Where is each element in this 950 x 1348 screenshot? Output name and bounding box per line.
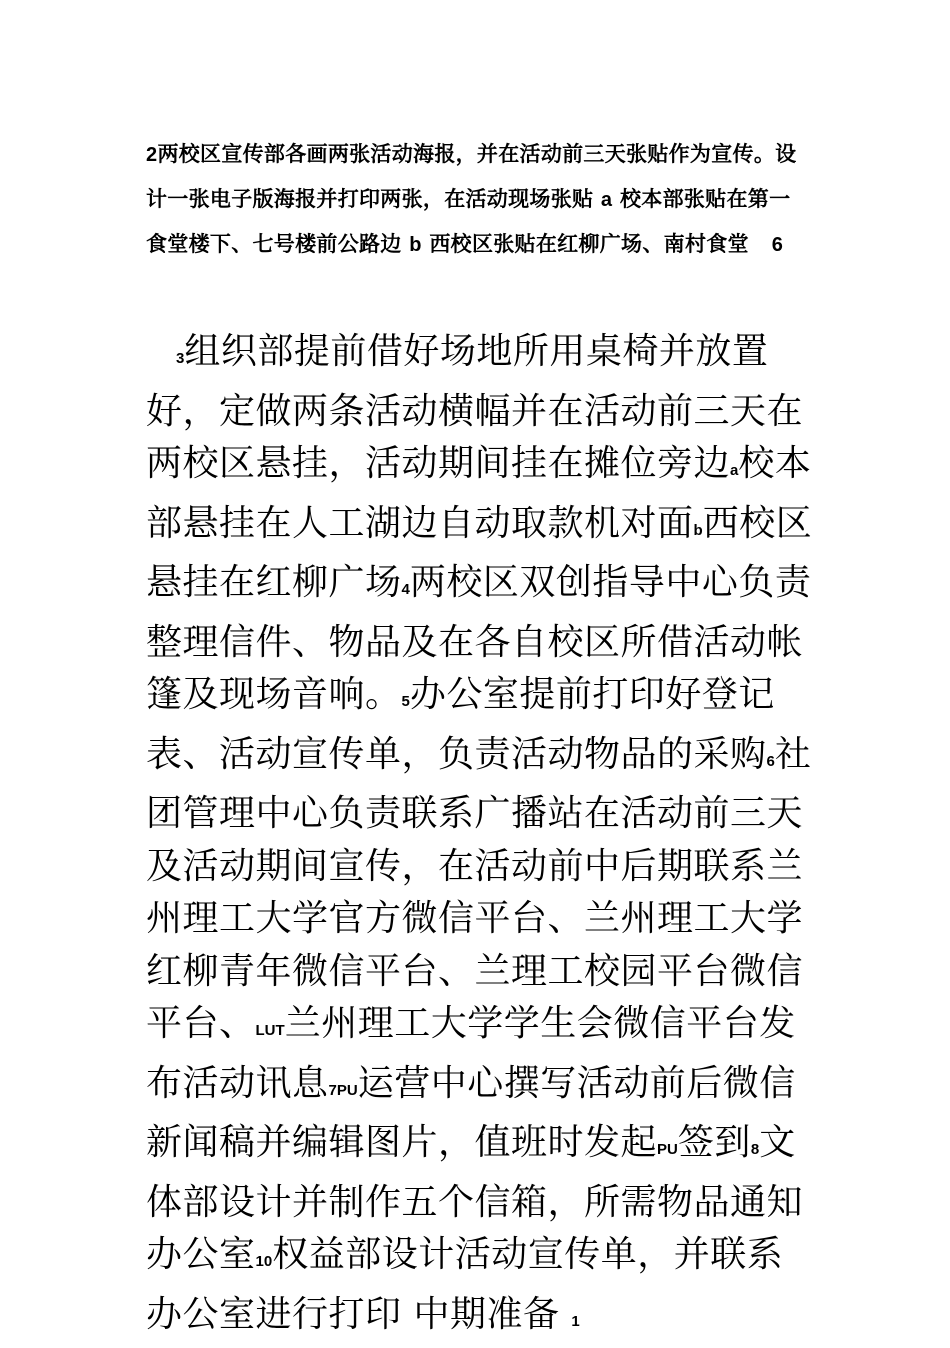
paragraph-publicity [146, 132, 810, 267]
sub-item-marker: a [730, 462, 739, 479]
sub-item-marker: b [693, 521, 703, 539]
item-number: 5 [401, 693, 410, 710]
paragraph-text: 兰州理工大学学生会微信平台发布活动讯息 [146, 1003, 796, 1104]
paragraph-text: 两校区宣传部各画两张活动海报，并在活动前三天张贴作为宣传。设计一张电子版海报并打印两张，在活动现场张贴 [146, 142, 797, 211]
paragraph-text: 权益部设计活动宣传单，并联系办公室进行打印 中期准备 [146, 1234, 784, 1335]
paragraph-text: 组织部提前借好场地所用桌椅并放置好，定做两条活动横幅并在活动前三天在两校区悬挂，活动期间挂在摊位旁边 [146, 331, 804, 484]
paragraph-text: 西校区悬挂在红柳广场 [146, 502, 813, 603]
paragraph-text: 校本部张贴在第一食堂楼下、七号楼前公路边 [146, 187, 791, 256]
sub-item-marker: a [600, 189, 613, 211]
paragraph-text: 两校区双创指导中心负责整理信件、物品及在各自校区所借活动帐篷及现场音响。 [146, 562, 812, 715]
paragraph-text: 签到 [677, 1122, 751, 1163]
abbreviation: PU [657, 1141, 678, 1158]
paragraph-text: 西校区张贴在红柳广场、南村食堂 [421, 232, 749, 256]
paragraph-text: 运营中心撰写活动前后微信新闻稿并编辑图片，值班时发起 [146, 1062, 796, 1163]
sub-item-marker: b [409, 234, 422, 256]
item-number: 6 [771, 234, 784, 256]
paragraph-text: 办公室提前打印好登记表、活动宣传单，负责活动物品的采购 [146, 674, 775, 775]
paragraph-text: 校本部悬挂在人工湖边自动取款机对面 [146, 443, 812, 544]
item-number: 2 [146, 144, 158, 166]
item-number: 6 [766, 752, 775, 770]
item-number: 3 [176, 350, 185, 367]
item-number: 4 [401, 581, 410, 598]
item-number: 8 [750, 1141, 760, 1158]
abbreviation: LUT [255, 1022, 285, 1039]
item-number: 1 [571, 1312, 580, 1330]
paragraph-text: 文体部设计并制作五个信箱，所需物品通知办公室 [146, 1122, 804, 1275]
item-number: 10 [255, 1253, 273, 1270]
paragraph-text: 社团管理中心负责联系广播站在活动前三天及活动期间宣传，在活动前中后期联系兰州理工大学官方微信平台、兰州理工大学红柳青年微信平台、兰理工校园平台微信平台、 [146, 733, 812, 1044]
item-number: 7PU [328, 1081, 358, 1099]
paragraph-tasks [146, 326, 814, 1348]
